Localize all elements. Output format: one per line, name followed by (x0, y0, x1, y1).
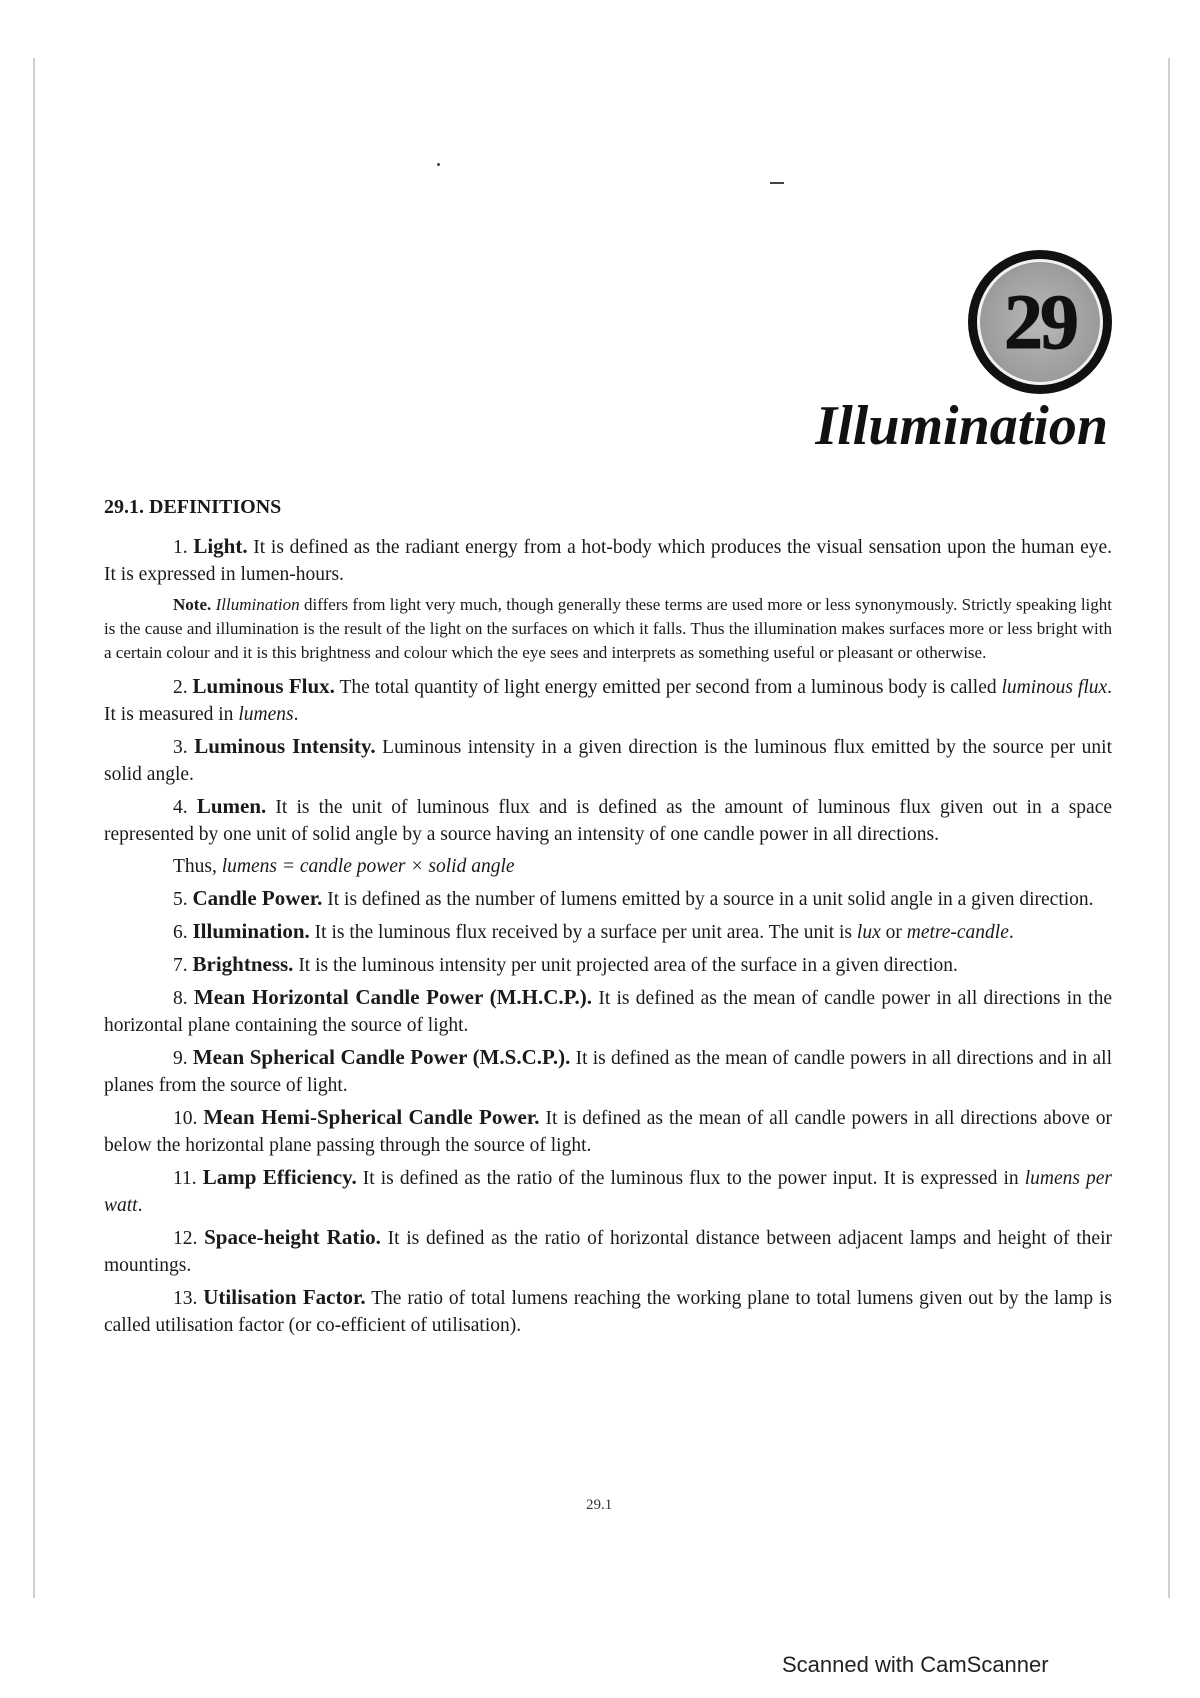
definition-text: It is defined as the mean of candle powers in all directions and in all planes from the source of light. (104, 1048, 1113, 1096)
chapter-title: Illumination (815, 395, 1108, 457)
definition-text: It is the unit of luminous flux and is defined as the amount of luminous flux given out in a space represented by one unit of solid angle by a source having an intensity of one candle power in all directions. (104, 797, 1113, 845)
definition-7 (104, 951, 1112, 979)
definition-text: It is defined as the ratio of horizontal distance between adjacent lamps and height of their mountings. (104, 1228, 1112, 1276)
scan-speck (437, 163, 440, 166)
definition-number: 10. (173, 1108, 198, 1129)
definition-number: 3. (173, 737, 188, 758)
definition-emphasis: luminous flux (1001, 677, 1108, 698)
definition-number: 7. (173, 955, 188, 976)
definition-10 (104, 1104, 1112, 1159)
definition-number: 2. (173, 677, 188, 698)
definition-term: Light. (193, 534, 248, 558)
definition-term: Lumen. (196, 794, 267, 818)
definition-term: Luminous Flux. (192, 674, 335, 698)
definition-number: 4. (173, 797, 188, 818)
definition-number: 1. (173, 537, 188, 558)
note-emphasis: Illumination (215, 595, 300, 614)
definition-text: or (880, 922, 907, 943)
definition-number: 11. (173, 1168, 197, 1189)
note-paragraph (104, 593, 1112, 665)
definition-number: 13. (173, 1288, 198, 1309)
definition-text: . (293, 704, 299, 725)
definition-9 (104, 1044, 1112, 1099)
definition-emphasis: lumens per watt (104, 1168, 1112, 1216)
section-heading: 29.1. DEFINITIONS (104, 496, 282, 518)
definition-8 (104, 984, 1112, 1039)
definition-3 (104, 733, 1112, 788)
definition-4 (104, 793, 1112, 848)
definition-number: 12. (173, 1228, 198, 1249)
definition-text: The total quantity of light energy emitted per second from a luminous body is called (334, 677, 1002, 698)
definition-text: . (1008, 922, 1014, 943)
definition-12 (104, 1224, 1112, 1279)
definition-term: Illumination. (192, 919, 310, 943)
definition-6 (104, 918, 1112, 946)
definition-term: Lamp Efficiency. (202, 1165, 357, 1189)
definition-5 (104, 885, 1112, 913)
definition-number: 5. (173, 889, 188, 910)
definition-text: It is defined as the number of lumens emitted by a source in a unit solid angle in a given direction. (322, 889, 1094, 910)
note-label: Note. (173, 595, 212, 614)
definition-term: Space-height Ratio. (204, 1225, 381, 1249)
definition-term: Mean Spherical Candle Power (M.S.C.P.). (192, 1045, 571, 1069)
definition-term: Mean Hemi-Spherical Candle Power. (203, 1105, 540, 1129)
definition-text: It is defined as the ratio of the luminous flux to the power input. It is expressed in (356, 1168, 1025, 1189)
definition-text: The ratio of total lumens reaching the working plane to total lumens given out by the lamp is called utilisation factor (or co-efficient of utilisation). (104, 1288, 1112, 1336)
lumen-formula (104, 853, 1112, 880)
note-text: differs from light very much, though generally these terms are used more or less synonymously. Strictly speaking light is the cause and illumination is the result of the light on the surfaces on which it falls. Thus the illumination makes surfaces more or less bright with a certain colour and it is this brightness and colour which the eye sees and interprets as something useful or pleasant or otherwise. (104, 595, 1113, 662)
definition-emphasis: lux (856, 922, 881, 943)
definition-text: . (137, 1195, 143, 1216)
definition-number: 6. (173, 922, 188, 943)
chapter-badge (968, 250, 1112, 394)
right-margin-line (1168, 58, 1170, 1598)
page-number: 29.1 (586, 1497, 613, 1513)
definition-number: 8. (173, 988, 188, 1009)
definition-term: Brightness. (192, 952, 294, 976)
definition-term: Luminous Intensity. (194, 734, 376, 758)
definition-text: It is the luminous intensity per unit projected area of the surface in a given direction. (293, 955, 958, 976)
scan-dash (770, 182, 784, 184)
definition-emphasis: lumens (238, 704, 294, 725)
definition-text: . It is measured in (104, 677, 1113, 725)
formula-expression: lumens = candle power × solid angle (221, 856, 515, 877)
definition-2 (104, 673, 1112, 728)
definition-text: It is defined as the radiant energy from a hot-body which produces the visual sensation upon the human eye. It is expressed in lumen-hours. (104, 537, 1112, 585)
definition-1 (104, 533, 1112, 588)
definition-term: Utilisation Factor. (203, 1285, 366, 1309)
definition-text: It is defined as the mean of all candle powers in all directions above or below the horizontal plane passing through the source of light. (104, 1108, 1112, 1156)
definition-13 (104, 1284, 1112, 1339)
definition-emphasis: metre-candle (906, 922, 1009, 943)
chapter-badge-inner (977, 259, 1103, 385)
definition-text: Luminous intensity in a given direction is the luminous flux emitted by the source per unit solid angle. (104, 737, 1113, 785)
definition-11 (104, 1164, 1112, 1219)
definition-text: It is the luminous flux received by a surface per unit area. The unit is (309, 922, 857, 943)
left-margin-line (33, 58, 35, 1598)
definition-text: It is defined as the mean of candle power in all directions in the horizontal plane containing the source of light. (104, 988, 1113, 1036)
definition-number: 9. (173, 1048, 188, 1069)
page-content (104, 494, 1112, 1344)
definition-term: Mean Horizontal Candle Power (M.H.C.P.). (193, 985, 593, 1009)
formula-prefix: Thus, (173, 856, 222, 877)
chapter-number: 29 (1004, 278, 1076, 365)
definition-term: Candle Power. (192, 886, 323, 910)
scanner-watermark: Scanned with CamScanner (782, 1652, 1049, 1677)
